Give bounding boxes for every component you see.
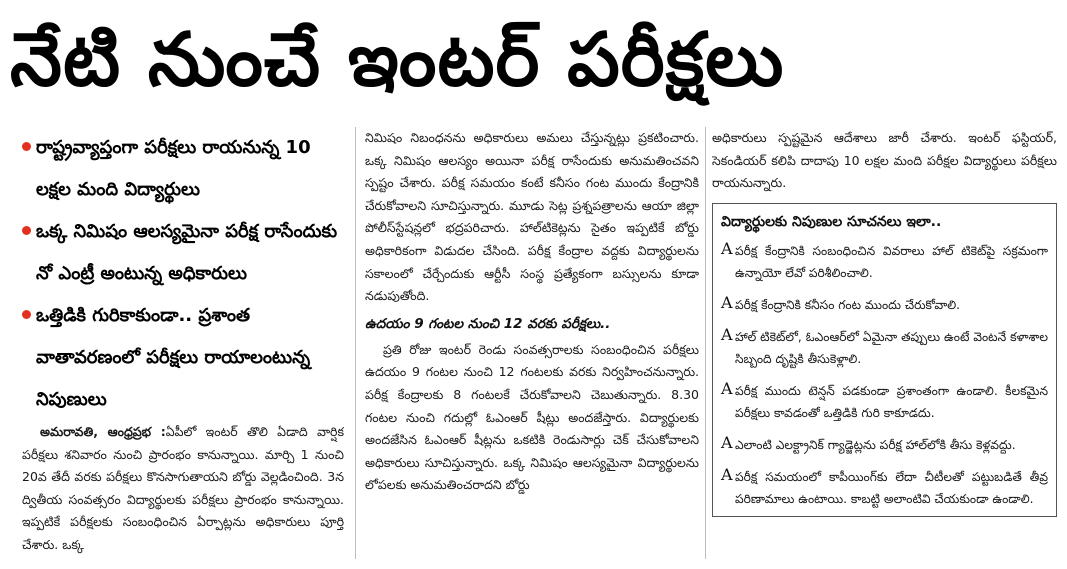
column-2 [365, 127, 699, 567]
tip-marker-icon: A [721, 324, 733, 344]
bullet-text: ఒక్క నిమిషం ఆలస్యమైనా పరీక్ష రాసేందుకు నో ఎంట్రీ అంటున్న అధికారులు [36, 221, 338, 284]
body-text: ఏపీలో ఇంటర్ తొలి ఏడాది వార్షిక పరీక్షలు శనివారం నుంచి ప్రారంభం కానున్నాయి. మార్చి 1 నుంచి 20వ తేదీ వరకు పరీక్షలు కొనసాగుతాయని బోర్డు వెల్లడించింది. 3న ద్వితీయ సంవత్సరం విద్యార్థులకు పరీక్షలు ప్రారంభం కానున్నాయి. ఇప్పటికే పరీక్షలకు సంబంధించిన ఏర్పాట్లను అధికారులు పూర్తి చేశారు. ఒక్క [22, 424, 344, 552]
highlight-bullet [22, 127, 344, 211]
highlight-bullets [22, 127, 344, 421]
bullet-dot-icon [22, 142, 31, 151]
tip-item [721, 434, 1048, 456]
section-subheading: ఉదయం 9 గంటల నుంచి 12 వరకు పరీక్షలు.. [365, 315, 611, 332]
body-paragraph [22, 421, 344, 557]
body-paragraph: ప్రతి రోజు ఇంటర్ రెండు సంవత్సరాలకు సంబంధించిన పరీక్షలు ఉదయం 9 గంటల నుంచి 12 గంటలకు వరకు నిర్వహించనున్నారు. పరీక్ష కేంద్రాలకు 8 గంటలకే చేరుకోవాలని చెబుతున్నారు. 8.30 గంటల నుంచి గదుల్లో ఓఎంఆర్ షీట్లు అందజేస్తారు. విద్యార్థులకు అందజేసిన ఓఎంఆర్ షీట్లను ఒకటికి రెండుసార్లు చెక్ చేసుకోవాలని అధికారులు సూచిస్తున్నారు. ఒక్క నిమిషం ఆలస్యమైనా విద్యార్థులను లోపలకు అనుమతించరాదని బోర్డు [365, 341, 699, 493]
tip-item [721, 326, 1048, 370]
body-paragraph: అధికారులు స్పష్టమైన ఆదేశాలు జారీ చేశారు. ఇంటర్ ఫస్టియర్, సెకండియర్ కలిపి దాదాపు 10 లక్షల మంది పరీక్షల విద్యార్థులు పరీక్షలు రాయనున్నారు. [712, 130, 1057, 191]
bullet-dot-icon [22, 226, 31, 235]
highlight-bullet [22, 295, 344, 421]
tip-item [721, 466, 1048, 510]
tip-marker-icon: A [721, 292, 733, 312]
bullet-text: రాష్ట్రవ్యాప్తంగా పరీక్షలు రాయనున్న 10 లక్షల మంది విద్యార్థులు [36, 137, 311, 200]
tips-box [712, 203, 1057, 517]
highlight-bullet [22, 211, 344, 295]
tip-item [721, 240, 1048, 284]
column-1 [22, 127, 344, 567]
tip-marker-icon: A [721, 238, 733, 258]
body-paragraph: నిమిషం నిబంధనను అధికారులు అమలు చేస్తున్నట్లు ప్రకటించారు. ఒక్క నిమిషం ఆలస్యం అయినా పరీక్ష రాసేందుకు అనుమతించవని స్పష్టం చేశారు. పరీక్ష సమయం కంటే కనీసం గంట ముందు కేంద్రానికి చేరుకోవాలని సూచిస్తున్నారు. మూడు సెట్ల ప్రశ్నపత్రాలను ఆయా జిల్లా పోలీస్‌స్టేషన్లలో భద్రపరిచారు. హాల్‌టికెట్లను సైతం ఇప్పటికే బోర్డు అధికారికంగా విడుదల చేసింది. పరీక్ష కేంద్రాల వద్దకు విద్యార్థులను సకాలంలో చేర్చేందుకు ఆర్టీసీ సంస్థ ప్రత్యేకంగా బస్సులను కూడా నడుపుతోంది. [365, 130, 699, 304]
tip-text: పరీక్ష కేంద్రానికి కనీసం గంట ముందు చేరుకోవాలి. [735, 297, 961, 312]
column-divider [355, 127, 356, 559]
column-divider [705, 127, 706, 559]
tip-marker-icon: A [721, 432, 733, 452]
tip-item [721, 380, 1048, 424]
tip-marker-icon: A [721, 464, 733, 484]
bullet-text: ఒత్తిడికి గురికాకుండా.. ప్రశాంత వాతావరణంలో పరీక్షలు రాయాలంటున్న నిపుణులు [36, 305, 311, 410]
tip-text: పరీక్ష సమయంలో కాపీయింగ్‌కు లేదా చీటీలతో పట్టుబడితే తీవ్ర పరిణామాలు ఉంటాయి. కాబట్టి అలాంటివి చేయకుండా ఉండాలి. [735, 469, 1048, 506]
tip-text: ఎలాంటి ఎలక్ట్రానిక్ గ్యాడ్జెట్లను పరీక్ష హాల్‌లోకి తీసు కెళ్లవద్దు. [735, 437, 1016, 452]
column-3 [712, 127, 1057, 567]
tips-box-title: విద్యార్థులకు నిపుణుల సూచనలు ఇలా.. [721, 213, 942, 230]
tip-item [721, 294, 1048, 316]
bullet-dot-icon [22, 310, 31, 319]
tip-text: హాల్ టికెట్‌లో, ఓఎంఆర్‌లో ఏమైనా తప్పులు ఉంటే వెంటనే కళాశాల సిబ్బంది దృష్టికి తీసుకెళ్లాలి. [735, 329, 1048, 366]
dateline: అమరావతి, ఆంధ్రప్రభ : [40, 424, 166, 439]
tip-marker-icon: A [721, 378, 733, 398]
headline: నేటి నుంచే ఇంటర్ పరీక్షలు [10, 17, 785, 103]
tip-text: పరీక్ష ముందు టెన్షన్ పడకుండా ప్రశాంతంగా ఉండాలి. కీలకమైన పరీక్షలు కావడంతో ఒత్తిడికి గురి కాకూడదు. [735, 383, 1048, 420]
tip-text: పరీక్ష కేంద్రానికి సంబంధించిన వివరాలు హాల్ టికెట్‌పై సక్రమంగా ఉన్నాయో లేవో పరిశీలించాలి. [735, 243, 1048, 280]
